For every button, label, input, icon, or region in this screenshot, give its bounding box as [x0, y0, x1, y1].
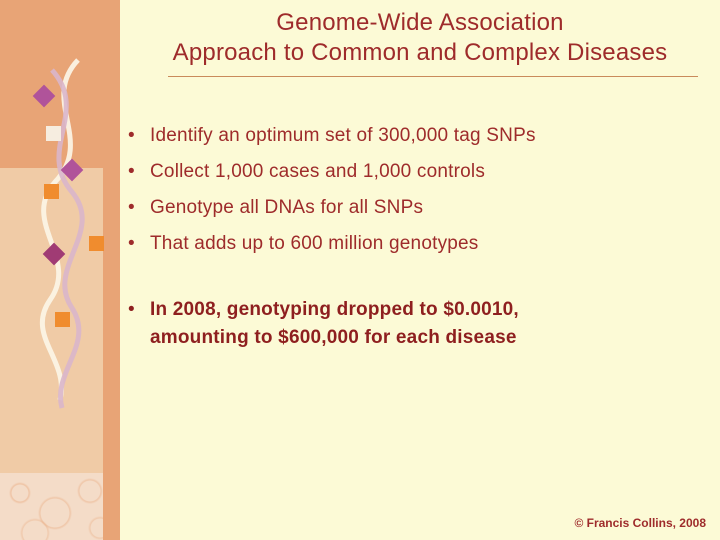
decorative-sidebar [0, 0, 120, 540]
bullet-list [128, 122, 708, 360]
list-item [128, 230, 708, 258]
helix-node-4 [44, 184, 59, 199]
bullet-text-line-2: amounting to $600,000 for each disease [150, 327, 517, 348]
title-line-2: Approach to Common and Complex Diseases [172, 39, 668, 66]
bullet-marker-icon: • [128, 299, 135, 320]
slide-title [130, 8, 710, 68]
list-item [128, 158, 708, 186]
sidebar-band-bottom [0, 473, 120, 540]
bullet-marker-icon: • [128, 125, 135, 146]
bullet-marker-icon: • [128, 197, 135, 218]
list-item [128, 194, 708, 222]
sidebar-accent-strip-lower [103, 473, 120, 540]
bullet-group-spacer [128, 266, 708, 296]
helix-node-6 [89, 236, 104, 251]
helix-node-7 [55, 312, 70, 327]
list-item [128, 122, 708, 150]
bullet-text: Collect 1,000 cases and 1,000 controls [150, 161, 486, 182]
list-item-emphasis [128, 296, 708, 352]
bullet-text: Identify an optimum set of 300,000 tag SNPs [150, 125, 536, 146]
bullet-marker-icon: • [128, 233, 135, 254]
bullet-marker-icon: • [128, 161, 135, 182]
title-line-1: Genome-Wide Association [276, 9, 564, 36]
bullet-text-line-1: In 2008, genotyping dropped to $0.0010, [150, 299, 519, 320]
bullet-text: Genotype all DNAs for all SNPs [150, 197, 424, 218]
helix-node-2 [46, 126, 61, 141]
title-underline-rule [168, 76, 698, 77]
copyright-credit: © Francis Collins, 2008 [574, 516, 706, 530]
bullet-text: That adds up to 600 million genotypes [150, 233, 479, 254]
